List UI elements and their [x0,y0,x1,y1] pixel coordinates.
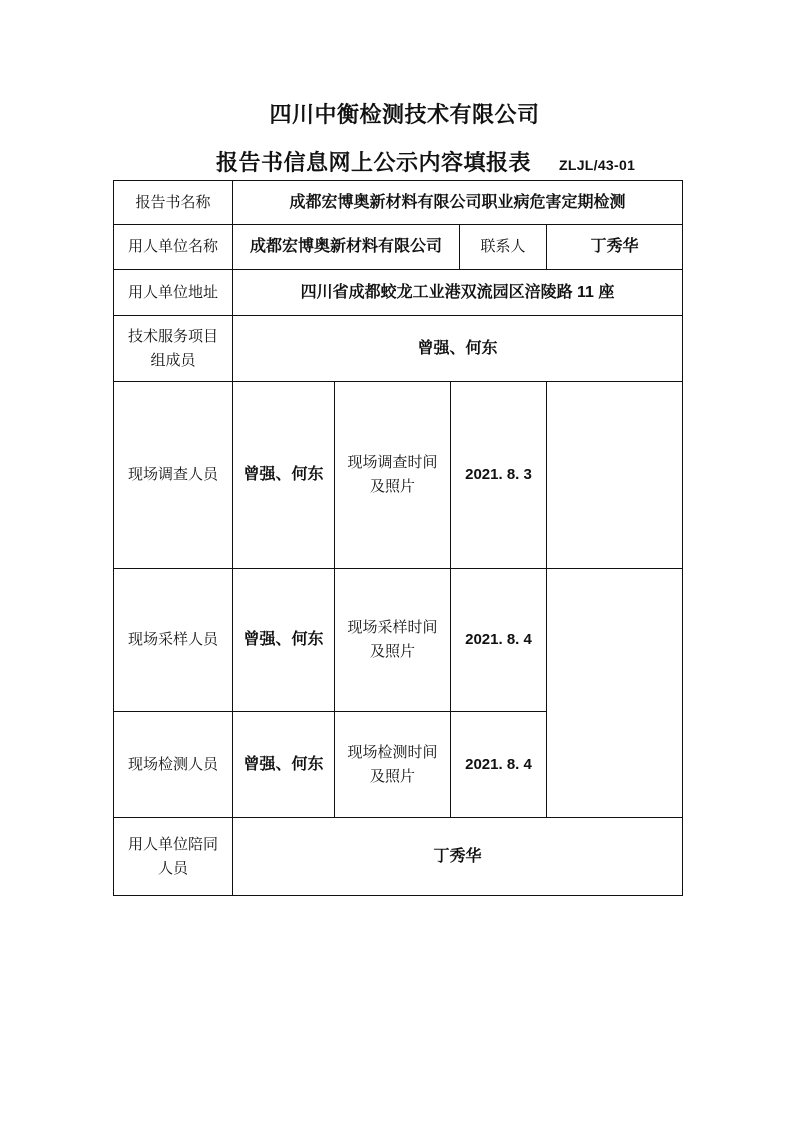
form-header [216,146,635,177]
accompanying-personnel-label: 用人单位陪同人员 [114,818,233,896]
project-team-value: 曾强、何东 [233,316,683,382]
sampling-date-value: 2021. 8. 4 [451,569,547,712]
employer-address-value: 四川省成都蛟龙工业港双流园区涪陵路 11 座 [233,270,683,316]
survey-time-label: 现场调查时间及照片 [335,382,451,569]
company-title: 四川中衡检测技术有限公司 [269,102,540,127]
accompanying-personnel-value: 丁秀华 [233,818,683,896]
survey-personnel-value: 曾强、何东 [233,382,335,569]
form-title: 报告书信息网上公示内容填报表 [216,150,532,175]
testing-personnel-label: 现场检测人员 [114,712,233,818]
sampling-personnel-label: 现场采样人员 [114,569,233,712]
report-name-value: 成都宏博奥新材料有限公司职业病危害定期检测 [233,181,683,225]
sampling-time-label: 现场采样时间及照片 [335,569,451,712]
testing-personnel-value: 曾强、何东 [233,712,335,818]
survey-personnel-label: 现场调查人员 [114,382,233,569]
contact-value: 丁秀华 [547,225,683,270]
testing-time-label: 现场检测时间及照片 [335,712,451,818]
project-team-label: 技术服务项目组成员 [114,316,233,382]
form-code: ZLJL/43-01 [559,157,636,173]
survey-photo-cell [547,382,683,569]
survey-date-value: 2021. 8. 3 [451,382,547,569]
employer-address-label: 用人单位地址 [114,270,233,316]
sampling-personnel-value: 曾强、何东 [233,569,335,712]
sampling-testing-photo-cell [547,569,683,818]
report-name-label: 报告书名称 [114,181,233,225]
employer-name-value: 成都宏博奥新材料有限公司 [233,225,460,270]
testing-date-value: 2021. 8. 4 [451,712,547,818]
contact-label: 联系人 [460,225,547,270]
employer-name-label: 用人单位名称 [114,225,233,270]
report-info-table [113,180,683,896]
